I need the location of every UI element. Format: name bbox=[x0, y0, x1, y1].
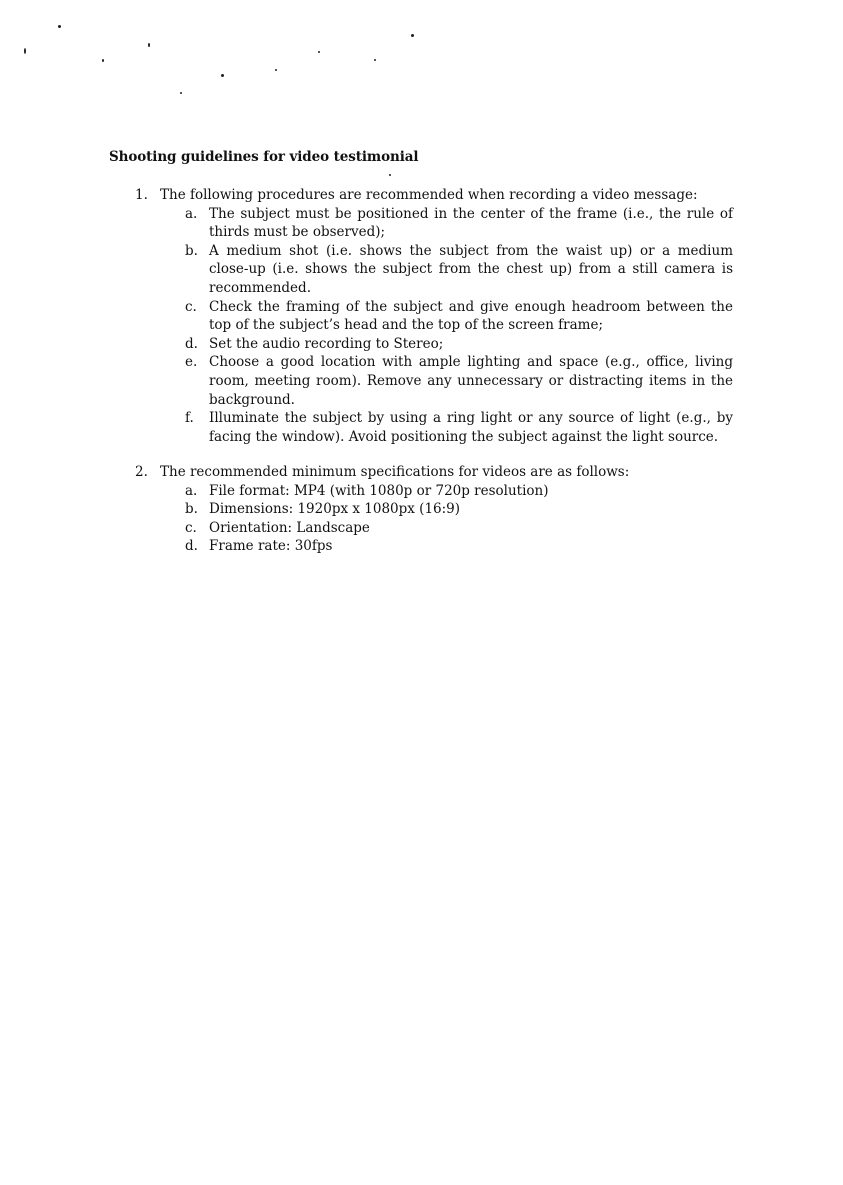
section-lead-row bbox=[135, 463, 735, 482]
list-item bbox=[185, 482, 733, 501]
list-item-text: Set the audio recording to Stereo; bbox=[209, 335, 444, 352]
section-lead-text: The recommended minimum specifications for videos are as follows: bbox=[160, 464, 630, 480]
list-item-letter: a. bbox=[185, 205, 198, 222]
list-item-letter: b. bbox=[185, 242, 198, 259]
section-number: 2. bbox=[135, 464, 148, 480]
scan-speck bbox=[24, 48, 26, 54]
scan-speck bbox=[318, 51, 320, 53]
list-item-text: File format: MP4 (with 1080p or 720p resolution) bbox=[209, 482, 549, 499]
list-item-text: Frame rate: 30fps bbox=[209, 538, 333, 555]
scan-speck bbox=[180, 92, 182, 94]
scan-speck bbox=[102, 59, 104, 62]
list-item-text: Illuminate the subject by using a ring light or any source of light (e.g., by facing the window). Avoid positioning the subject against the light source. bbox=[209, 410, 733, 445]
section-number: 1. bbox=[135, 187, 148, 203]
list-item-letter: a. bbox=[185, 482, 198, 499]
list-item bbox=[185, 335, 733, 354]
list-item bbox=[185, 353, 733, 409]
scan-specks bbox=[0, 0, 843, 200]
scan-speck bbox=[411, 34, 414, 37]
list-item-text: The subject must be positioned in the center of the frame (i.e., the rule of thirds must be observed); bbox=[209, 205, 733, 241]
guideline-section-specifications bbox=[135, 463, 735, 556]
list-item bbox=[185, 409, 733, 446]
section-lead-row bbox=[135, 186, 735, 205]
list-item bbox=[185, 537, 733, 556]
guideline-section-procedures bbox=[135, 186, 735, 446]
list-item-text: Check the framing of the subject and give enough headroom between the top of the subject’s head and the top of the screen frame; bbox=[209, 298, 733, 334]
list-item-letter: c. bbox=[185, 298, 197, 315]
list-item-letter: f. bbox=[185, 410, 194, 427]
list-item bbox=[185, 205, 733, 242]
list-item-letter: b. bbox=[185, 501, 198, 518]
document-title: Shooting guidelines for video testimonial bbox=[109, 149, 419, 165]
procedure-list bbox=[185, 205, 733, 447]
list-item bbox=[185, 519, 733, 538]
list-item bbox=[185, 500, 733, 519]
scan-speck bbox=[389, 174, 391, 176]
list-item-text: Choose a good location with ample lighting and space (e.g., office, living room, meeting room). Remove any unnecessary or distracting items in the background. bbox=[209, 354, 733, 408]
section-lead-text: The following procedures are recommended when recording a video message: bbox=[160, 187, 698, 203]
list-item-letter: d. bbox=[185, 538, 198, 555]
list-item-letter: e. bbox=[185, 354, 198, 371]
list-item-text: A medium shot (i.e. shows the subject from the waist up) or a medium close-up (i.e. shows the subject from the chest up) from a still camera is recommended. bbox=[209, 242, 733, 296]
specification-list bbox=[185, 482, 733, 556]
list-item-text: Orientation: Landscape bbox=[209, 519, 370, 536]
list-item-letter: d. bbox=[185, 335, 198, 352]
scan-speck bbox=[58, 25, 61, 28]
list-item-letter: c. bbox=[185, 519, 197, 536]
list-item-text: Dimensions: 1920px x 1080px (16:9) bbox=[209, 501, 461, 518]
scan-speck bbox=[275, 69, 277, 71]
list-item bbox=[185, 242, 733, 298]
scan-speck bbox=[221, 74, 224, 77]
list-item bbox=[185, 298, 733, 335]
scan-speck bbox=[374, 59, 376, 61]
scan-speck bbox=[148, 43, 150, 47]
